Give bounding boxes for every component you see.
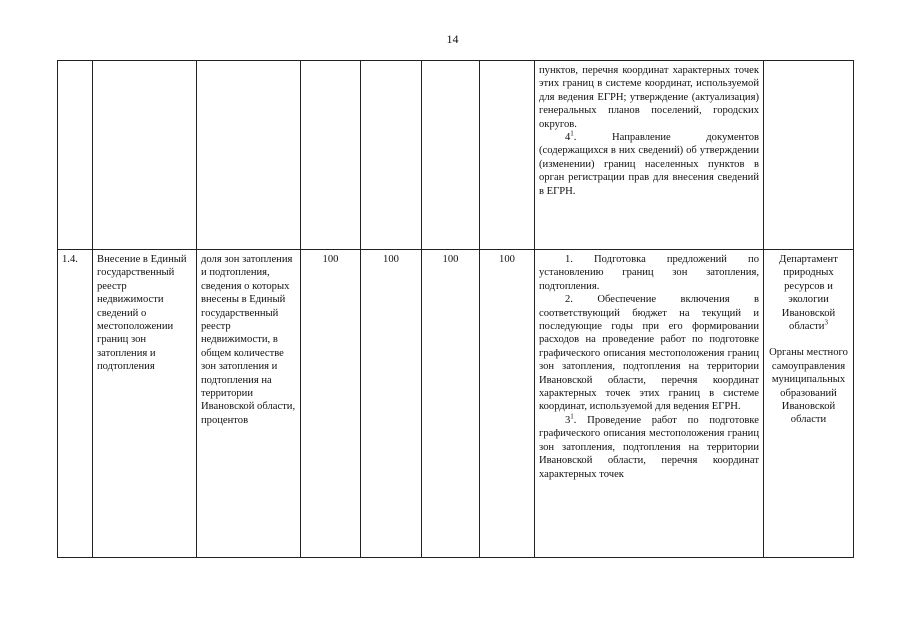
measure-sup: 1 bbox=[570, 412, 574, 421]
measure-item-1 bbox=[539, 253, 759, 293]
cell-value-cont-2 bbox=[361, 61, 422, 250]
cell-responsible-cont bbox=[764, 61, 854, 250]
cell-value-4: 100 bbox=[480, 250, 535, 558]
measure-num: 2. bbox=[565, 294, 573, 306]
responsible-department-text: Департамент природных ресурсов и экологии Ивановской области bbox=[779, 254, 838, 333]
cell-indicator: доля зон затопления и подтопления, сведения о которых внесены в Единый государственный реестр недвижимости, в общем количестве зон затопления и подтопления на территории Ивановской области, процентов bbox=[197, 250, 301, 558]
cell-value-cont-4 bbox=[480, 61, 535, 250]
measure-item-3-1: $3^1$. Проведение работ по подготовке графического описания местоположения границ зон затопления, подтопления на территории Ивановской области, перечня координат характерных точек bbox=[539, 412, 759, 480]
cell-value-2: 100 bbox=[361, 250, 422, 558]
measure-num: 3 bbox=[565, 414, 571, 426]
continued-row bbox=[58, 61, 854, 250]
cell-number-cont bbox=[58, 61, 93, 250]
measure-text: Обеспечение включения в соответствующий бюджет на текущий и последующие годы при его формировании расходов на проведение работ по подготовке графического описания местоположения границ зон затопления, подтопления на территории Ивановской области, перечня координат характерных точек этих границ в системе координат, используемой для ведения ЕГРН. bbox=[539, 294, 759, 413]
page-number: 14 bbox=[446, 32, 459, 46]
cell-indicator-cont bbox=[197, 61, 301, 250]
cell-value-cont-3 bbox=[422, 61, 480, 250]
measure-item-2 bbox=[539, 293, 759, 414]
cell-value-cont-1 bbox=[301, 61, 361, 250]
row-1-4 bbox=[58, 250, 854, 558]
cell-name: Внесение в Единый государственный реестр недвижимости сведений о местоположении границ зон затопления и подтопления bbox=[93, 250, 197, 558]
measure-num: 1. bbox=[565, 254, 573, 265]
cell-value-1: 100 bbox=[301, 250, 361, 558]
cell-measures bbox=[535, 250, 764, 558]
cell-number: 1.4. bbox=[58, 250, 93, 558]
measure-text: Проведение работ по подготовке графического описания местоположения границ зон затопления, подтопления на территории Ивановской области, перечня координат характерных точек bbox=[539, 414, 759, 480]
cell-measures-cont bbox=[535, 61, 764, 250]
measure-sup: 1 bbox=[570, 129, 574, 138]
measure-num: 4 bbox=[565, 132, 571, 144]
footnote-marker: 3 bbox=[824, 318, 828, 327]
cell-name-cont bbox=[93, 61, 197, 250]
responsible-department bbox=[768, 253, 849, 333]
responsible-local-authorities: Органы местного самоуправления муниципальных образований Ивановской области bbox=[769, 347, 848, 426]
measure-text: Подготовка предложений по установлению границ зон затопления, подтопления. bbox=[539, 254, 760, 292]
cell-responsible bbox=[764, 250, 854, 558]
cell-value-3: 100 bbox=[422, 250, 480, 558]
measure-text: Направление документов (содержащихся в них сведений) об утверждении (изменении) границ населенных пунктов в орган регистрации прав для внесения сведений в ЕГРН. bbox=[539, 132, 759, 197]
measure-text-cont: пунктов, перечня координат характерных точек этих границ в системе координат, используемой для ведения ЕГРН; утверждение (актуализация) генеральных планов поселений, городских округов. bbox=[539, 65, 759, 130]
program-table bbox=[57, 60, 854, 558]
measure-item-4-1: $4^1$. Направление документов (содержащихся в них сведений) об утверждении (изменении) границ населенных пунктов в орган регистрации прав для внесения сведений в ЕГРН. bbox=[539, 129, 759, 197]
